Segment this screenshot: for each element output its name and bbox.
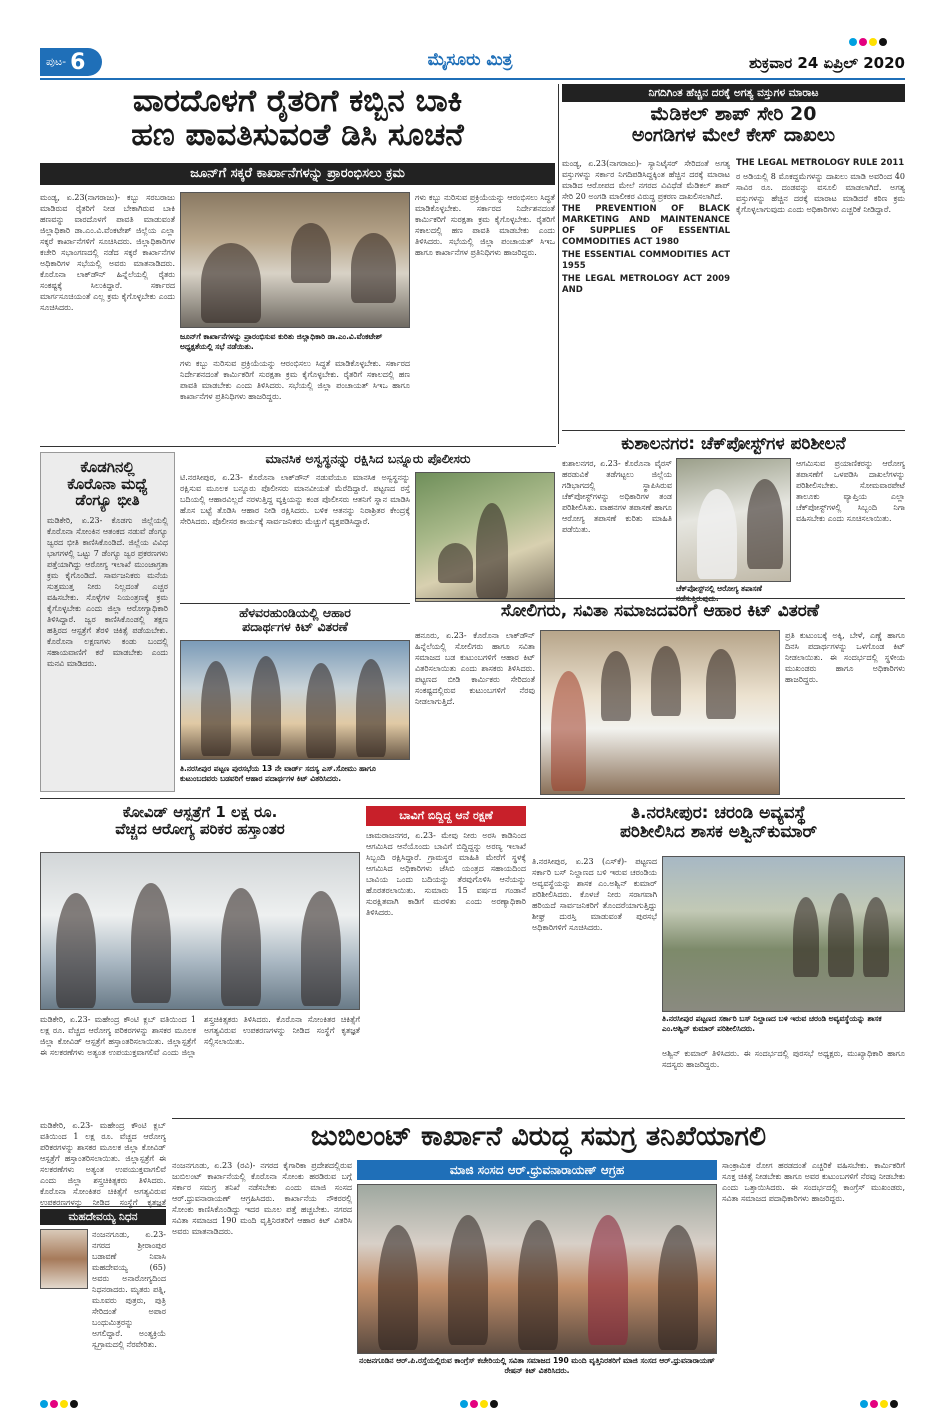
photo-figure — [448, 1215, 488, 1345]
issue-date: ಶುಕ್ರವಾರ 24 ಏಪ್ರಿಲ್ 2020 — [748, 54, 905, 72]
photo-figure — [863, 897, 889, 977]
covid-hospital-headline — [40, 804, 360, 837]
medical-headline-line-1: ಮೆಡಿಕಲ್ ಶಾಪ್ ಸೇರಿ 20 — [650, 103, 817, 125]
registration-dot — [480, 1400, 488, 1408]
lead-body-right: ಗಳು ಕಬ್ಬು ನುರಿಸುವ ಪ್ರಕ್ರಿಯೆಯನ್ನು ಆರಂಭಿಸಲು ಸಿದ್ಧತೆ ಮಾಡಿಕೊಳ್ಳಬೇಕು. ಸರ್ಕಾರದ ನಿರ್ದೇಶನದಂತೆ ಕಾರ್ಮಿಕರಿಗೆ ಸುರಕ್ಷತಾ ಕ್ರಮ ಕೈಗೊಳ್ಳಬೇಕು. ರೈತರಿಗೆ ಸಕಾಲದಲ್ಲಿ ಹಣ ಪಾವತಿ ಮಾಡಬೇಕು ಎಂದು ತಿಳಿಸಿದರು. ಸಭೆಯಲ್ಲಿ ಜಿಲ್ಲಾ ಪಂಚಾಯತ್ ಸಿಇಒ ಹಾಗೂ ಕಾರ್ಖಾನೆಗಳ ಪ್ರತಿನಿಧಿಗಳು ಹಾಜರಿದ್ದರು. — [415, 193, 555, 257]
photo-figure — [301, 891, 341, 1006]
jubilant-photo-caption: ನಂಜನಗೂಡಿನ ಆರ್.ಪಿ.ರಸ್ತೆಯಲ್ಲಿರುವ ಕಾಂಗ್ರೆಸ್ ಕಚೇರಿಯಲ್ಲಿ ಸವಿತಾ ಸಮಾಜದ 190 ಮಂದಿ ವೃತ್ತಿನಿರತರಿಗೆ ಮಾಜಿ ಸಂಸದ ಆರ್.ಧ್ರುವನಾರಾಯಣ್ ರೇಷನ್ ಕಿಟ್ ವಿತರಿಸಿದರು. — [359, 1356, 715, 1375]
medical-headline — [562, 104, 905, 146]
registration-dot — [50, 1400, 58, 1408]
helavarahundi-photo — [180, 640, 410, 760]
medical-headline-line-2: ಅಂಗಡಿಗಳ ಮೇಲೆ ಕೇಸ್ ದಾಖಲು — [631, 123, 836, 146]
photo-figure — [201, 661, 231, 756]
medical-act-3: THE LEGAL METROLOGY ACT 2009 AND — [562, 274, 730, 295]
helavarahundi-photo-caption: ತಿ.ನರಸೀಪುರ ಪಟ್ಟಣ ಪುರಸಭೆಯ 13 ನೇ ವಾರ್ಡ್ ಸದಸ್ಯ ಎಸ್.ಸೋಮು ಹಾಗೂ ಕುಟುಂಬದವರು ಬಡವರಿಗೆ ಆಹಾರ ಪದಾರ್ಥಗಳ ಕಿಟ್ ವಿತರಿಸಿದರು. — [180, 764, 376, 783]
helavarahundi-headline-line-2: ಪದಾರ್ಥಗಳ ಕಿಟ್ ವಿತರಣೆ — [242, 618, 348, 634]
elephant-headline: ಬಾವಿಗೆ ಬಿದ್ದಿದ್ದ ಆನೆ ರಕ್ಷಣೆ — [366, 806, 526, 826]
kodagu-headline-line-1: ಕೊಡಗಿನಲ್ಲಿ — [80, 458, 135, 476]
jubilant-body-right: ಸಾಂಕ್ರಾಮಿಕ ರೋಗ ಹರಡದಂತೆ ಎಚ್ಚರಿಕೆ ವಹಿಸಬೇಕು. ಕಾರ್ಮಿಕರಿಗೆ ಸೂಕ್ತ ಚಿಕಿತ್ಸೆ ನೀಡಬೇಕು ಹಾಗೂ ಅವರ ಕುಟುಂಬಗಳಿಗೆ ನೆರವು ನೀಡಬೇಕು ಎಂದು ಒತ್ತಾಯಿಸಿದರು. ಈ ಸಂದರ್ಭದಲ್ಲಿ ಕಾಂಗ್ರೆಸ್ ಮುಖಂಡರು, ಸವಿತಾ ಸಮಾಜದ ಪದಾಧಿಕಾರಿಗಳು ಹಾಜರಿದ್ದರು. — [722, 1161, 905, 1203]
kushalnagar-photo — [676, 458, 791, 582]
paper-name: ಮೈಸೂರು ಮಿತ್ರ — [427, 50, 513, 70]
registration-dot — [879, 38, 887, 46]
photo-figure — [601, 651, 631, 721]
narsipur-body-2: ಅಶ್ವಿನ್ ಕುಮಾರ್ ತಿಳಿಸಿದರು. ಈ ಸಂದರ್ಭದಲ್ಲಿ ಪುರಸಭೆ ಅಧ್ಯಕ್ಷರು, ಮುಖ್ಯಾಧಿಕಾರಿ ಹಾಗೂ ಸದಸ್ಯರು ಹಾಜರಿದ್ದರು. — [662, 1049, 905, 1069]
kodagu-headline-line-3: ಡೆಂಗ್ಯೂ ಭೀತಿ — [75, 491, 140, 509]
section-rule — [40, 798, 905, 799]
registration-dot — [880, 1400, 888, 1408]
narsipur-body: ತಿ.ನರಸೀಪುರ, ಏ.23 (ಎಸ್‌ಕೆ)- ಪಟ್ಟಣದ ಸರ್ಕಾರಿ ಬಸ್ ನಿಲ್ದಾಣದ ಬಳಿ ಇರುವ ಚರಂಡಿಯ ಅವ್ಯವಸ್ಥೆಯನ್ನು ಶಾಸಕ ಎಂ.ಅಶ್ವಿನ್ ಕುಮಾರ್ ಪರಿಶೀಲಿಸಿದರು. ಕೊಳಚೆ ನೀರು ಸರಾಗವಾಗಿ ಹರಿಯದೆ ಸಾರ್ವಜನಿಕರಿಗೆ ತೊಂದರೆಯಾಗುತ್ತಿದ್ದು ಶೀಘ್ರ ದುರಸ್ತಿ ಮಾಡುವಂತೆ ಪುರಸಭೆ ಅಧಿಕಾರಿಗಳಿಗೆ ಸೂಚಿಸಿದರು. — [532, 857, 657, 932]
photo-figure — [518, 1220, 558, 1350]
narsipur-photo — [662, 856, 905, 1012]
photo-figure — [356, 659, 386, 757]
soligaru-body-2: ಪ್ರತಿ ಕುಟುಂಬಕ್ಕೆ ಅಕ್ಕಿ, ಬೇಳೆ, ಎಣ್ಣೆ ಹಾಗೂ ದಿನಸಿ ಪದಾರ್ಥಗಳನ್ನು ಒಳಗೊಂಡ ಕಿಟ್ ನೀಡಲಾಯಿತು. ಈ ಸಂದರ್ಭದಲ್ಲಿ ಸ್ಥಳೀಯ ಮುಖಂಡರು ಹಾಗೂ ಅಧಿಕಾರಿಗಳು ಹಾಜರಿದ್ದರು. — [785, 631, 905, 684]
lead-headline-line-2: ಹಣ ಪಾವತಿಸುವಂತೆ ಡಿಸಿ ಸೂಚನೆ — [131, 117, 464, 154]
photo-figure — [251, 656, 281, 756]
registration-dot — [849, 38, 857, 46]
medical-body-col-2 — [736, 158, 905, 428]
police-headline: ಮಾನಸಿಕ ಅಸ್ವಸ್ಥನನ್ನು ರಕ್ಷಿಸಿದ ಬನ್ನೂರು ಪೊಲೀಸರು — [265, 451, 471, 466]
photo-figure — [551, 671, 586, 791]
photo-figure — [658, 1225, 698, 1350]
elephant-body: ಚಾಮರಾಜನಗರ, ಏ.23- ಮೇವು ನೀರು ಅರಸಿ ಕಾಡಿನಿಂದ ಆಗಮಿಸಿದ ಆನೆಯೊಂದು ಬಾವಿಗೆ ಬಿದ್ದಿದ್ದನ್ನು ಅರಣ್ಯ ಇಲಾಖೆ ಸಿಬ್ಬಂದಿ ರಕ್ಷಿಸಿದ್ದಾರೆ. ಗ್ರಾಮಸ್ಥರ ಮಾಹಿತಿ ಮೇರೆಗೆ ಸ್ಥಳಕ್ಕೆ ಆಗಮಿಸಿದ ಅಧಿಕಾರಿಗಳು ಜೆಸಿಬಿ ಯಂತ್ರದ ಸಹಾಯದಿಂದ ಬಾವಿಯ ಒಂದು ಬದಿಯನ್ನು ತೆರವುಗೊಳಿಸಿ ಆನೆಯನ್ನು ಹೊರತರಲಾಯಿತು. ಸುಮಾರು 15 ವರ್ಷದ ಗಂಡಾನೆ ಸುರಕ್ಷಿತವಾಗಿ ಕಾಡಿಗೆ ಮರಳಿತು ಎಂದು ಅರಣ್ಯಾಧಿಕಾರಿ ತಿಳಿಸಿದರು. — [366, 831, 526, 917]
narsipur-photo-caption: ತಿ.ನರಸೀಪುರ ಪಟ್ಟಣದ ಸರ್ಕಾರಿ ಬಸ್ ನಿಲ್ದಾಣದ ಬಳಿ ಇರುವ ಚರಂಡಿ ಅವ್ಯವಸ್ಥೆಯನ್ನು ಶಾಸಕ ಎಂ.ಅಶ್ವಿನ್ ಕುಮಾರ್ ಪರಿಶೀಲಿಸಿದರು. — [662, 1014, 882, 1033]
jubilant-photo — [357, 1184, 717, 1354]
medical-body-1: ಮಂಡ್ಯ, ಏ.23(ನಾಗರಾಜು)- ಸ್ಯಾನಿಟೈಸರ್ ಸೇರಿದಂತೆ ಅಗತ್ಯ ವಸ್ತುಗಳನ್ನು ಸರ್ಕಾರ ನಿಗದಿಪಡಿಸಿದ್ದಕ್ಕಿಂತ ಹೆಚ್ಚಿನ ದರಕ್ಕೆ ಮಾರಾಟ ಮಾಡಿದ ಆರೋಪದ ಮೇಲೆ ನಗರದ ವಿವಿಧೆಡೆ ಮೆಡಿಕಲ್ ಶಾಪ್ ಸೇರಿ 20 ಅಂಗಡಿ ಮಾಲೀಕರ ವಿರುದ್ಧ ಪ್ರಕರಣ ದಾಖಲಿಸಲಾಗಿದೆ. — [562, 159, 730, 201]
photo-figure — [221, 888, 261, 1006]
soligaru-body-1: ಹನೂರು, ಏ.23- ಕೊರೊನಾ ಲಾಕ್‌ಡೌನ್ ಹಿನ್ನೆಲೆಯಲ್ಲಿ ಸೋಲಿಗರು ಹಾಗೂ ಸವಿತಾ ಸಮಾಜದ ಬಡ ಕುಟುಂಬಗಳಿಗೆ ಆಹಾರ ಕಿಟ್ ವಿತರಿಸಲಾಯಿತು ಎಂದು ಶಾಸಕರು ತಿಳಿಸಿದರು. ಪಟ್ಟಣದ ಬೀಡಿ ಕಾರ್ಮಿಕರು ಸೇರಿದಂತೆ ಸಂಕಷ್ಟದಲ್ಲಿರುವ ಕುಟುಂಬಗಳಿಗೆ ನೆರವು ನೀಡಲಾಗುತ್ತಿದೆ. — [415, 631, 535, 706]
lead-photo-caption: ಜೂನ್‌ಗೆ ಕಾರ್ಖಾನೆಗಳನ್ನು ಪ್ರಾರಂಭಿಸುವ ಕುರಿತು ಜಿಲ್ಲಾಧಿಕಾರಿ ಡಾ.ಎಂ.ವಿ.ವೆಂಕಟೇಶ್ ಅಧ್ಯಕ್ಷತೆಯಲ್ಲಿ ಸಭೆ ನಡೆಯಿತು. — [180, 332, 383, 351]
photo-figure — [706, 649, 736, 719]
covid-hospital-headline-line-2: ವೆಚ್ಚದ ಆರೋಗ್ಯ ಪರಿಕರ ಹಸ್ತಾಂತರ — [115, 819, 285, 838]
jubilant-headline: ಜುಬಿಲಂಟ್ ಕಾರ್ಖಾನೆ ವಿರುದ್ಧ ಸಮಗ್ರ ತನಿಖೆಯಾಗಲಿ — [310, 1121, 767, 1152]
masthead-rule — [40, 78, 905, 80]
covid-hospital-body: ಮಡಿಕೇರಿ, ಏ.23- ಮಹೇಂದ್ರ ಕೌಂಟಿ ಕ್ಲಬ್ ವತಿಯಿಂದ 1 ಲಕ್ಷ ರೂ. ವೆಚ್ಚದ ಆರೋಗ್ಯ ಪರಿಕರಗಳನ್ನು ಶಾಸಕರ ಮೂಲಕ ಜಿಲ್ಲಾ ಕೋವಿಡ್ ಆಸ್ಪತ್ರೆಗೆ ಹಸ್ತಾಂತರಿಸಲಾಯಿತು. ಜಿಲ್ಲಾಸ್ಪತ್ರೆಗೆ ಈ ಸಲಕರಣೆಗಳು ಅತ್ಯಂತ ಉಪಯುಕ್ತವಾಗಲಿವೆ ಎಂದು ಜಿಲ್ಲಾ ಶಸ್ತ್ರಚಿಕಿತ್ಸಕರು ತಿಳಿಸಿದರು. ಕೊರೊನಾ ಸೋಂಕಿತರ ಚಿಕಿತ್ಸೆಗೆ ಅಗತ್ಯವಿರುವ ಉಪಕರಣಗಳನ್ನು ನೀಡಿದ ಸಂಸ್ಥೆಗೆ ಕೃತಜ್ಞತೆ ಸಲ್ಲಿಸಲಾಯಿತು. — [40, 1015, 360, 1057]
kushalnagar-photo-caption: ಚೆಕ್‌ಪೋಸ್ಟ್‌ನಲ್ಲಿ ಆರೋಗ್ಯ ತಪಾಸಣೆ — [676, 584, 762, 593]
registration-dot — [60, 1400, 68, 1408]
obituary-portrait — [40, 1229, 88, 1289]
registration-dot — [870, 1400, 878, 1408]
lead-headline-line-1: ವಾರದೊಳಗೆ ರೈತರಿಗೆ ಕಬ್ಬಿನ ಬಾಕಿ — [132, 83, 463, 119]
registration-dot — [470, 1400, 478, 1408]
jubilant-subhead: ಮಾಜಿ ಸಂಸದ ಆರ್.ಧ್ರುವನಾರಾಯಣ್ ಆಗ್ರಹ — [449, 1163, 625, 1177]
photo-figure — [828, 893, 854, 977]
kushalnagar-headline: ಕುಶಾಲನಗರ: ಚೆಕ್‌ಪೋಸ್ಟ್‌ಗಳ ಪರಿಶೀಲನೆ — [562, 430, 905, 454]
registration-dot — [860, 1400, 868, 1408]
medical-body-2: ರ ಅಡಿಯಲ್ಲಿ 8 ಮೊಕದ್ದಮೆಗಳನ್ನು ದಾಖಲು ಮಾಡಿ ಅವರಿಂದ 40 ಸಾವಿರ ರೂ. ದಂಡವನ್ನು ವಸೂಲಿ ಮಾಡಲಾಗಿದೆ. ಅಗತ್ಯ ವಸ್ತುಗಳನ್ನು ಹೆಚ್ಚಿನ ದರಕ್ಕೆ ಮಾರಾಟ ಮಾಡಿದರೆ ಕಠಿಣ ಕ್ರಮ ಕೈಗೊಳ್ಳಲಾಗುವುದು ಎಂದು ಅಧಿಕಾರಿಗಳು ಎಚ್ಚರಿಕೆ ನೀಡಿದ್ದಾರೆ. — [736, 172, 905, 214]
helavarahundi-headline-line-1: ಹೆಳವರಹುಂಡಿಯಲ್ಲಿ ಆಹಾರ — [239, 605, 351, 620]
medical-act-4: THE LEGAL METROLOGY RULE 2011 — [736, 158, 905, 168]
registration-dot — [869, 38, 877, 46]
kodagu-body: ಮಡಿಕೇರಿ, ಏ.23- ಕೊಡಗು ಜಿಲ್ಲೆಯಲ್ಲಿ ಕೊರೊನಾ ಸೋಂಕಿನ ಆತಂಕದ ನಡುವೆ ಡೆಂಗ್ಯೂ ಜ್ವರದ ಭೀತಿ ಕಾಣಿಸಿಕೊಂಡಿದೆ. ಜಿಲ್ಲೆಯ ವಿವಿಧ ಭಾಗಗಳಲ್ಲಿ ಒಟ್ಟು 7 ಡೆಂಗ್ಯೂ ಜ್ವರ ಪ್ರಕರಣಗಳು ಪತ್ತೆಯಾಗಿದ್ದು ಆರೋಗ್ಯ ಇಲಾಖೆ ಮುಂಜಾಗ್ರತಾ ಕ್ರಮ ಕೈಗೊಂಡಿದೆ. ಸಾರ್ವಜನಿಕರು ಮನೆಯ ಸುತ್ತಮುತ್ತ ನೀರು ನಿಲ್ಲದಂತೆ ಎಚ್ಚರ ವಹಿಸಬೇಕು. ಸೊಳ್ಳೆಗಳ ನಿಯಂತ್ರಣಕ್ಕೆ ಕ್ರಮ ಕೈಗೊಳ್ಳಬೇಕು ಎಂದು ಜಿಲ್ಲಾ ಆರೋಗ್ಯಾಧಿಕಾರಿ ತಿಳಿಸಿದ್ದಾರೆ. ಜ್ವರ ಕಾಣಿಸಿಕೊಂಡಲ್ಲಿ ತಕ್ಷಣ ಹತ್ತಿರದ ಆಸ್ಪತ್ರೆಗೆ ತೆರಳಿ ಚಿಕಿತ್ಸೆ ಪಡೆಯಬೇಕು. ಕೊರೊನಾ ಲಕ್ಷಣಗಳು ಕಂಡು ಬಂದಲ್ಲಿ ಸಹಾಯವಾಣಿಗೆ ಕರೆ ಮಾಡಬೇಕು ಎಂದು ಮನವಿ ಮಾಡಿದರು. — [47, 515, 168, 668]
lead-body-bottom: ಗಳು ಕಬ್ಬು ನುರಿಸುವ ಪ್ರಕ್ರಿಯೆಯನ್ನು ಆರಂಭಿಸಲು ಸಿದ್ಧತೆ ಮಾಡಿಕೊಳ್ಳಬೇಕು. ಸರ್ಕಾರದ ನಿರ್ದೇಶನದಂತೆ ಕಾರ್ಮಿಕರಿಗೆ ಸುರಕ್ಷತಾ ಕ್ರಮ ಕೈಗೊಳ್ಳಬೇಕು. ರೈತರಿಗೆ ಸಕಾಲದಲ್ಲಿ ಹಣ ಪಾವತಿ ಮಾಡಬೇಕು ಎಂದು ತಿಳಿಸಿದರು. ಸಭೆಯಲ್ಲಿ ಜಿಲ್ಲಾ ಪಂಚಾಯತ್ ಸಿಇಒ ಹಾಗೂ ಕಾರ್ಖಾನೆಗಳ ಪ್ರತಿನಿಧಿಗಳು ಹಾಜರಿದ್ದರು. — [180, 359, 410, 401]
photo-figure — [476, 503, 508, 598]
kodagu-box — [40, 452, 175, 792]
jubilant-subhead-box — [357, 1160, 717, 1180]
registration-dot — [70, 1400, 78, 1408]
helavarahundi-headline — [180, 606, 410, 634]
narsipur-headline-line-1: ತಿ.ನರಸೀಪುರ: ಚರಂಡಿ ಅವ್ಯವಸ್ಥೆ — [631, 803, 806, 823]
medical-kicker: ನಿಗದಿಗಿಂತ ಹೆಚ್ಚಿನ ದರಕ್ಕೆ ಅಗತ್ಯ ವಸ್ತುಗಳ ಮಾರಾಟ — [562, 84, 905, 102]
registration-dot — [859, 38, 867, 46]
medical-act-1: THE PREVENTION OF BLACK MARKETING AND MAINTENANCE OF SUPPLIES OF ESSENTIAL COMMODITIES ACT 1980 — [562, 204, 730, 247]
page-number: 6 — [70, 49, 86, 75]
photo-figure — [351, 233, 396, 303]
photo-figure — [438, 543, 473, 583]
lead-photo — [180, 192, 410, 328]
lead-headline — [40, 84, 555, 152]
left-bottom-text: ಮಡಿಕೇರಿ, ಏ.23- ಮಹೇಂದ್ರ ಕೌಂಟಿ ಕ್ಲಬ್ ವತಿಯಿಂದ 1 ಲಕ್ಷ ರೂ. ವೆಚ್ಚದ ಆರೋಗ್ಯ ಪರಿಕರಗಳನ್ನು ಶಾಸಕರ ಮೂಲಕ ಜಿಲ್ಲಾ ಕೋವಿಡ್ ಆಸ್ಪತ್ರೆಗೆ ಹಸ್ತಾಂತರಿಸಲಾಯಿತು. ಜಿಲ್ಲಾಸ್ಪತ್ರೆಗೆ ಈ ಸಲಕರಣೆಗಳು ಅತ್ಯಂತ ಉಪಯುಕ್ತವಾಗಲಿವೆ ಎಂದು ಜಿಲ್ಲಾ ಶಸ್ತ್ರಚಿಕಿತ್ಸಕರು ತಿಳಿಸಿದರು. ಕೊರೊನಾ ಸೋಂಕಿತರ ಚಿಕಿತ್ಸೆಗೆ ಅಗತ್ಯವಿರುವ ಉಪಕರಣಗಳನ್ನು ನೀಡಿದ ಸಂಸ್ಥೆಗೆ ಕೃತಜ್ಞತೆ — [40, 1121, 166, 1207]
section-rule — [172, 1118, 905, 1119]
page-label: ಪುಟ- — [46, 55, 67, 68]
photo-figure — [56, 893, 96, 1008]
lead-body-left: ಮಂಡ್ಯ, ಏ.23(ನಾಗರಾಜು)- ಕಬ್ಬು ಸರಬರಾಜು ಮಾಡಿರುವ ರೈತರಿಗೆ ನೀಡ ಬೇಕಾಗಿರುವ ಬಾಕಿ ಹಣವನ್ನು ವಾರದೊಳಗೆ ಪಾವತಿ ಮಾಡುವಂತೆ ಜಿಲ್ಲಾಧಿಕಾರಿ ಡಾ.ಎಂ.ವಿ.ವೆಂಕಟೇಶ್ ಜಿಲ್ಲೆಯ ಎಲ್ಲಾ ಸಕ್ಕರೆ ಕಾರ್ಖಾನೆಗಳಿಗೆ ಸೂಚಿಸಿದರು. ಜಿಲ್ಲಾಧಿಕಾರಿಗಳ ಕಚೇರಿ ಸಭಾಂಗಣದಲ್ಲಿ ನಡೆದ ಸಕ್ಕರೆ ಕಾರ್ಖಾನೆಗಳ ಅಧಿಕಾರಿಗಳ ಸಭೆಯಲ್ಲಿ ಅವರು ಮಾತನಾಡಿದರು. ಕೊರೊನಾ ಲಾಕ್‌ಡೌನ್ ಹಿನ್ನೆಲೆಯಲ್ಲಿ ರೈತರು ಸಂಕಷ್ಟಕ್ಕೆ ಸಿಲುಕಿದ್ದಾರೆ. ಸರ್ಕಾರದ ಮಾರ್ಗಸೂಚಿಯಂತೆ ಎಲ್ಲ ಕ್ರಮ ಕೈಗೊಳ್ಳಬೇಕು ಎಂದು ಸೂಚಿಸಿದರು. — [40, 193, 175, 312]
section-rule — [40, 446, 556, 447]
photo-figure — [793, 897, 819, 977]
photo-figure — [291, 223, 331, 283]
covid-hospital-headline-line-1: ಕೋವಿಡ್ ಆಸ್ಪತ್ರೆಗೆ 1 ಲಕ್ಷ ರೂ. — [122, 803, 278, 821]
column-rule — [558, 84, 559, 444]
police-photo — [415, 472, 555, 602]
photo-figure — [201, 243, 261, 323]
medical-body-col-1 — [562, 158, 730, 428]
photo-figure — [378, 1225, 418, 1350]
soligaru-photo — [540, 630, 780, 795]
police-body: ಟಿ.ನರಸೀಪುರ, ಏ.23- ಕೊರೊನಾ ಲಾಕ್‌ಡೌನ್ ನಡುವೆಯೂ ಮಾನಸಿಕ ಅಸ್ವಸ್ಥನನ್ನು ರಕ್ಷಿಸುವ ಮೂಲಕ ಬನ್ನೂರು ಪೊಲೀಸರು ಮಾನವೀಯತೆ ಮೆರೆದಿದ್ದಾರೆ. ಪಟ್ಟಣದ ರಸ್ತೆ ಬದಿಯಲ್ಲಿ ಆಹಾರವಿಲ್ಲದೆ ನರಳುತ್ತಿದ್ದ ವ್ಯಕ್ತಿಯನ್ನು ಕಂಡ ಪೊಲೀಸರು ಆತನಿಗೆ ಸ್ನಾನ ಮಾಡಿಸಿ ಹೊಸ ಬಟ್ಟೆ ತೊಡಿಸಿ ಆಹಾರ ನೀಡಿ ರಕ್ಷಿಸಿದರು. ಬಳಿಕ ಆತನನ್ನು ನಿರಾಶ್ರಿತರ ಕೇಂದ್ರಕ್ಕೆ ಸೇರಿಸಿದರು. ಪೊಲೀಸರ ಕಾರ್ಯಕ್ಕೆ ಸಾರ್ವಜನಿಕರು ಮೆಚ್ಚುಗೆ ವ್ಯಕ್ತಪಡಿಸಿದ್ದಾರೆ. — [180, 473, 410, 526]
photo-figure — [588, 1215, 628, 1345]
narsipur-headline — [532, 804, 905, 841]
kushalnagar-body-1: ಕುಶಾಲನಗರ, ಏ.23- ಕೊರೊನಾ ವೈರಸ್ ಹರಡುವಿಕೆ ತಡೆಗಟ್ಟಲು ಜಿಲ್ಲೆಯ ಗಡಿಭಾಗದಲ್ಲಿ ಸ್ಥಾಪಿಸಿರುವ ಚೆಕ್‌ಪೋಸ್ಟ್‌ಗಳನ್ನು ಅಧಿಕಾರಿಗಳ ತಂಡ ಪರಿಶೀಲಿಸಿತು. ವಾಹನಗಳ ತಪಾಸಣೆ ಹಾಗೂ ಆರೋಗ್ಯ ತಪಾಸಣೆ ಕುರಿತು ಮಾಹಿತಿ ಪಡೆಯಿತು. — [562, 459, 672, 534]
kodagu-headline-line-2: ಕೊರೊನಾ ಮಧ್ಯೆ — [67, 474, 148, 493]
obituary-box — [40, 1206, 166, 1386]
kushalnagar-body-2: ಆಗಮಿಸುವ ಪ್ರಯಾಣಿಕರನ್ನು ಆರೋಗ್ಯ ತಪಾಸಣೆಗೆ ಒಳಪಡಿಸಿ ದಾಖಲೆಗಳನ್ನು ಪರಿಶೀಲಿಸಬೇಕು. ಸೋಮವಾರಪೇಟೆ ತಾಲೂಕು ವ್ಯಾಪ್ತಿಯ ಎಲ್ಲಾ ಚೆಕ್‌ಪೋಸ್ಟ್‌ಗಳಲ್ಲಿ ಸಿಬ್ಬಂದಿ ನಿಗಾ ವಹಿಸಬೇಕು ಎಂದು ಸೂಚಿಸಲಾಯಿತು. — [796, 459, 905, 523]
section-rule — [180, 603, 410, 604]
obituary-body: ನಂಜನಗೂಡು, ಏ.23- ನಗರದ ಶ್ರೀರಾಂಪುರ ಬಡಾವಣೆ ನಿವಾಸಿ ಮಹದೇವಯ್ಯ (65) ಅವರು ಅನಾರೋಗ್ಯದಿಂದ ನಿಧನರಾದರು. ಮೃತರು ಪತ್ನಿ, ಮೂವರು ಪುತ್ರರು, ಪುತ್ರಿ ಸೇರಿದಂತೆ ಅಪಾರ ಬಂಧುಮಿತ್ರರನ್ನು ಅಗಲಿದ್ದಾರೆ. ಅಂತ್ಯಕ್ರಿಯೆ ಸ್ವಗ್ರಾಮದಲ್ಲಿ ನೆರವೇರಿತು. — [92, 1230, 166, 1349]
registration-dot — [890, 1400, 898, 1408]
soligaru-headline: ಸೋಲಿಗರು, ಸವಿತಾ ಸಮಾಜದವರಿಗೆ ಆಹಾರ ಕಿಟ್ ವಿತರಣೆ — [500, 601, 820, 621]
section-rule — [415, 598, 905, 599]
photo-figure — [747, 479, 783, 569]
photo-figure — [697, 489, 737, 579]
page-number-badge — [40, 48, 102, 76]
photo-figure — [306, 663, 336, 758]
registration-dot — [490, 1400, 498, 1408]
lead-subhead: ಜೂನ್‌ಗೆ ಸಕ್ಕರೆ ಕಾರ್ಖಾನೆಗಳನ್ನು ಪ್ರಾರಂಭಿಸಲು ಕ್ರಮ — [40, 163, 555, 185]
registration-dot — [460, 1400, 468, 1408]
obituary-headline: ಮಹದೇವಯ್ಯ ನಿಧನ — [40, 1209, 166, 1225]
medical-act-2: THE ESSENTIAL COMMODITIES ACT 1955 — [562, 250, 730, 271]
registration-dot — [40, 1400, 48, 1408]
narsipur-headline-line-2: ಪರಿಶೀಲಿಸಿದ ಶಾಸಕ ಅಶ್ವಿನ್‌ಕುಮಾರ್ — [619, 821, 817, 842]
kodagu-headline — [41, 453, 174, 509]
covid-hospital-photo — [40, 852, 360, 1010]
jubilant-body-left: ನಂಜನಗೂಡು, ಏ.23 (ರವಿ)- ನಗರದ ಕೈಗಾರಿಕಾ ಪ್ರದೇಶದಲ್ಲಿರುವ ಜುಬಿಲಂಟ್ ಕಾರ್ಖಾನೆಯಲ್ಲಿ ಕೊರೊನಾ ಸೋಂಕು ಹರಡಿರುವ ಬಗ್ಗೆ ಸರ್ಕಾರ ಸಮಗ್ರ ತನಿಖೆ ನಡೆಸಬೇಕು ಎಂದು ಮಾಜಿ ಸಂಸದ ಆರ್.ಧ್ರುವನಾರಾಯಣ್ ಆಗ್ರಹಿಸಿದರು. ಕಾರ್ಖಾನೆಯ ನೌಕರರಲ್ಲಿ ಸೋಂಕು ಕಾಣಿಸಿಕೊಂಡಿದ್ದು ಇದರ ಮೂಲ ಪತ್ತೆ ಹಚ್ಚಬೇಕು. ನಗರದ ಸವಿತಾ ಸಮಾಜದ 190 ಮಂದಿ ವೃತ್ತಿನಿರತರಿಗೆ ಆಹಾರ ಕಿಟ್ ವಿತರಿಸಿ ಅವರು ಮಾತನಾಡಿದರು. — [172, 1161, 352, 1236]
photo-figure — [131, 883, 171, 1003]
photo-figure — [651, 646, 681, 716]
